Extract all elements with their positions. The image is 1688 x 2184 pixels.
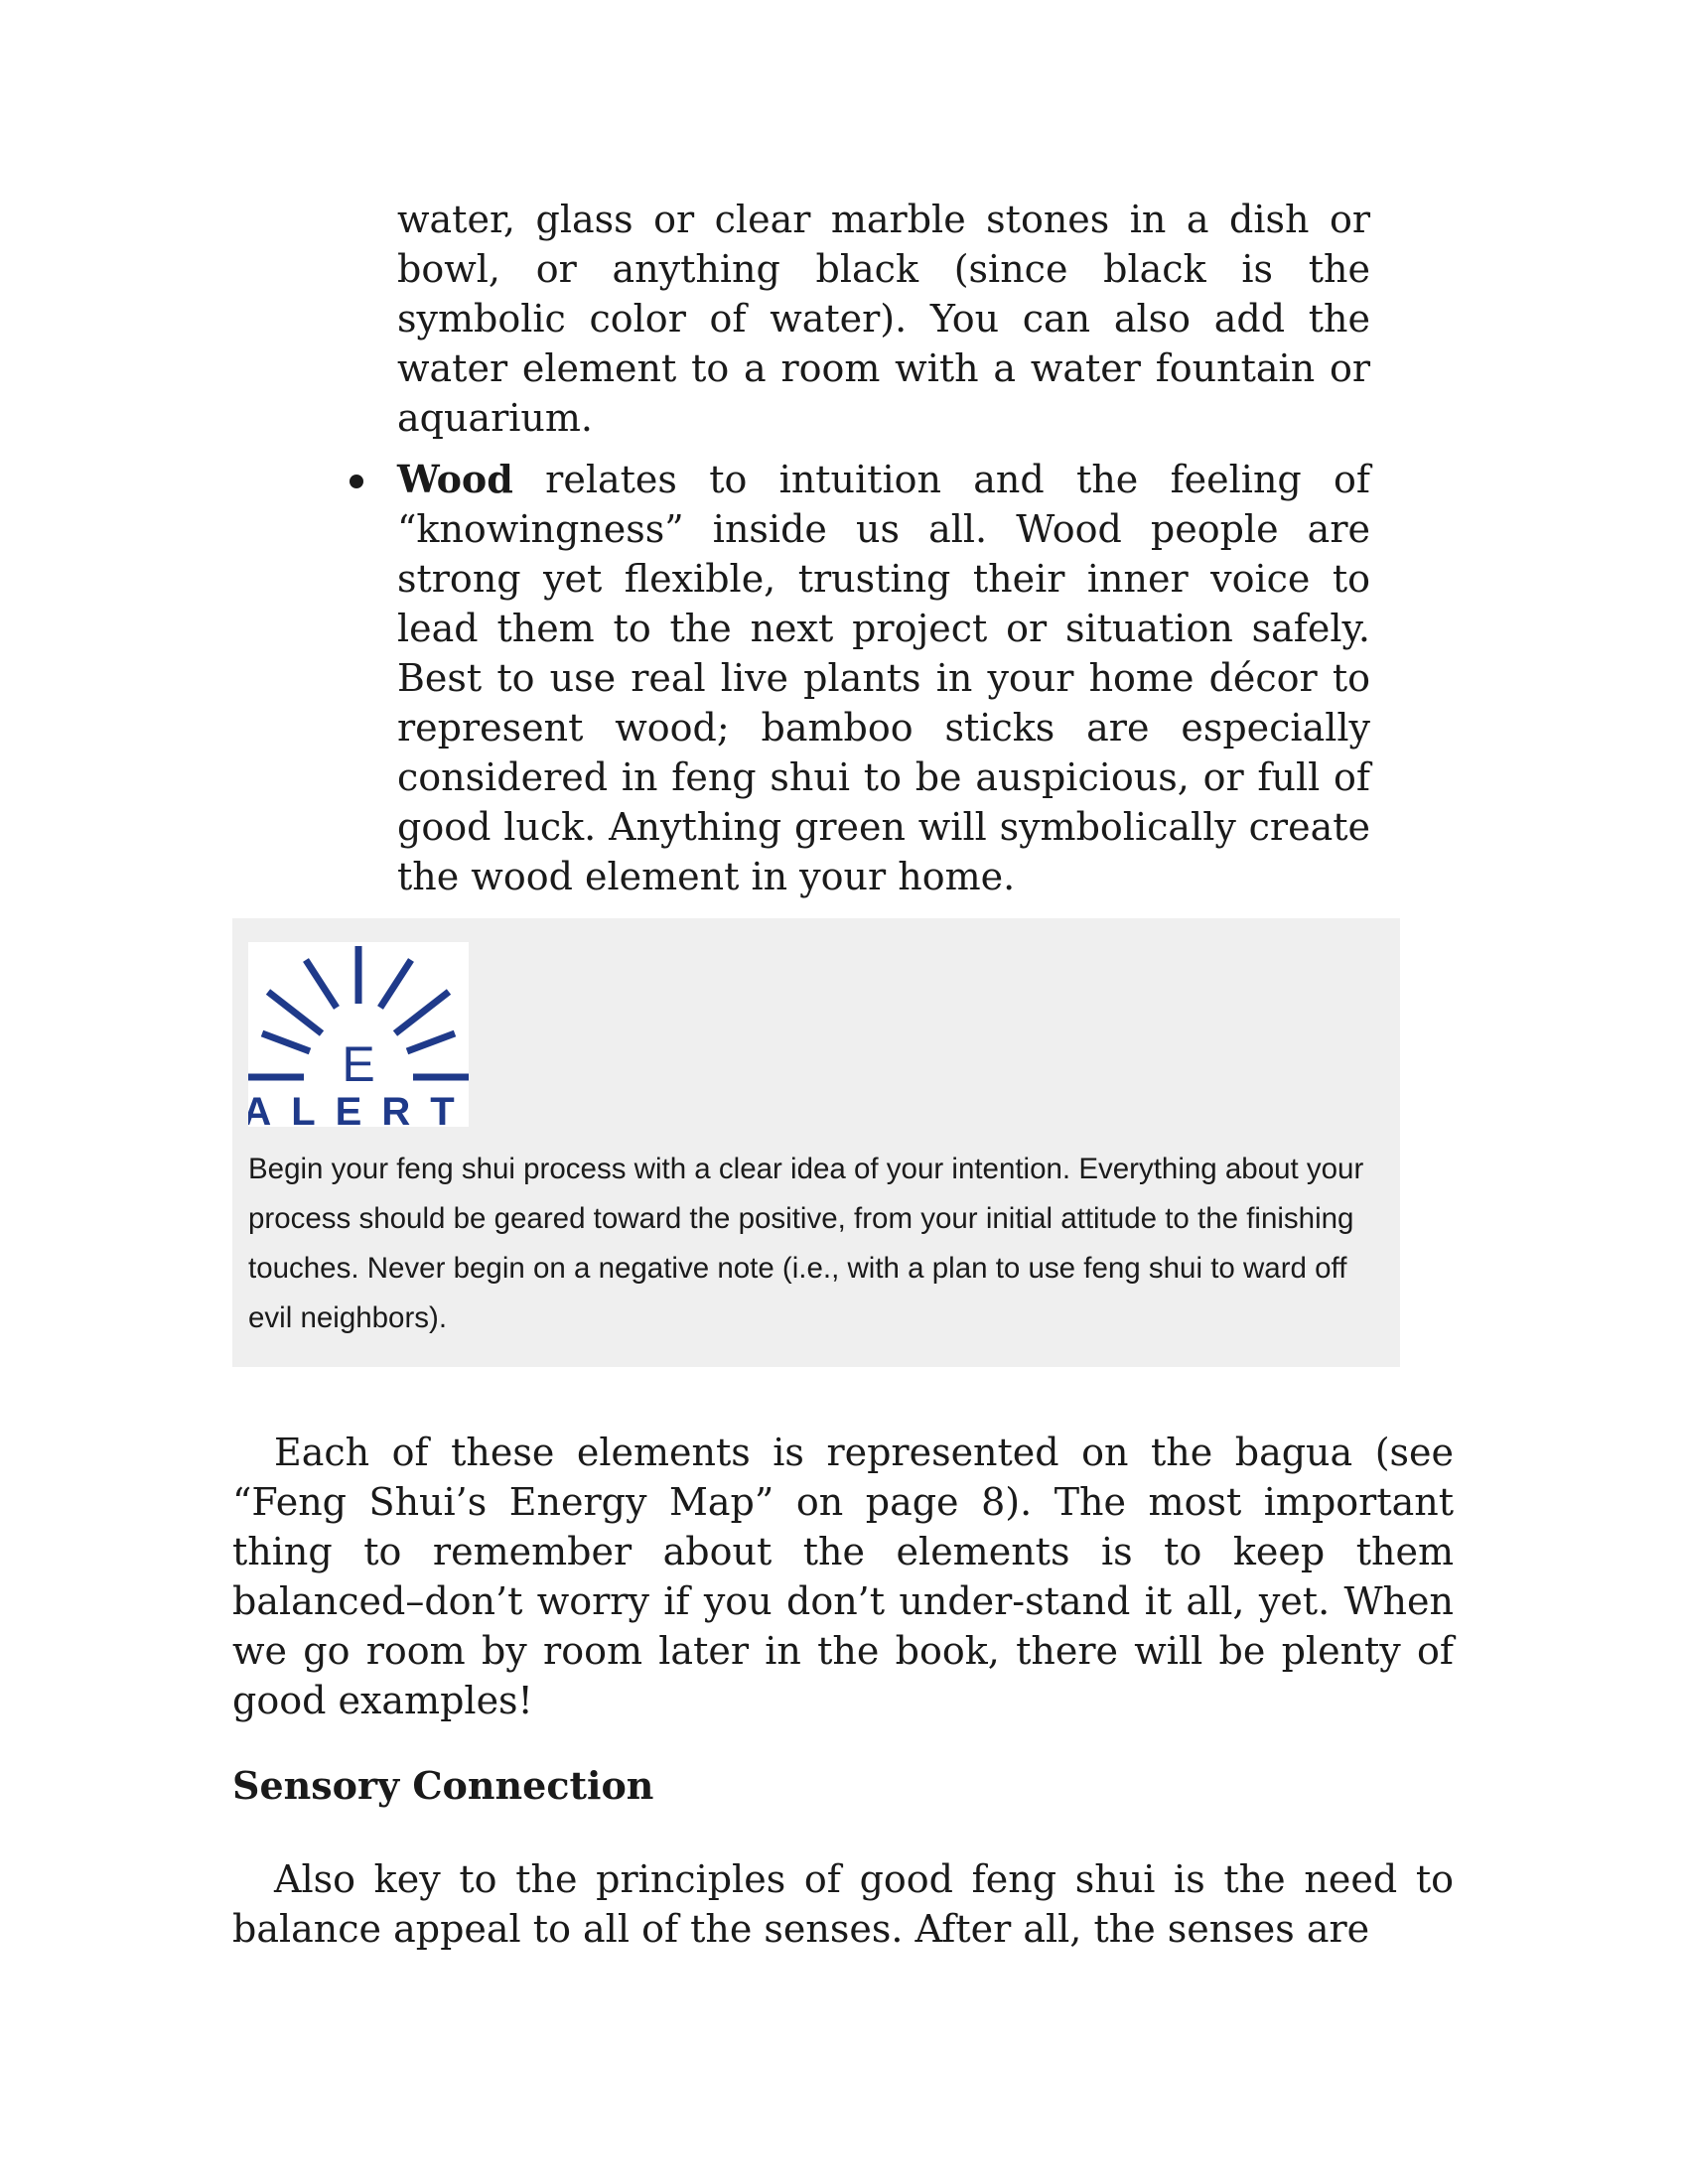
elements-paragraph-block <box>232 1428 1454 1725</box>
sensory-paragraph: Also key to the principles of good feng shui is the need to balance appeal to all of the senses. After all, the senses are <box>232 1857 1454 1951</box>
water-bullet-continuation: water, glass or clear marble stones in a dish or bowl, or anything black (since black is the symbolic color of water). You can also add the water element to a room with a water fountain or aquarium. <box>397 198 1370 440</box>
sensory-paragraph-block <box>232 1854 1454 1954</box>
e-alert-logo-icon <box>248 942 469 1127</box>
wood-bullet-item <box>397 455 1370 901</box>
alert-logo-letter: E <box>342 1036 375 1092</box>
alert-logo-graphic <box>248 942 469 1127</box>
wood-bullet-label: Wood <box>397 457 513 501</box>
alert-text: Begin your feng shui process with a clear idea of your intention. Everything about your process should be geared toward the positive, from your initial attitude to the finishing touches. Never begin on a negative note (i.e., with a plan to use feng shui to ward off evil neighbors). <box>248 1153 1364 1334</box>
section-heading: Sensory Connection <box>232 1763 654 1808</box>
wood-bullet-text: relates to intuition and the feeling of “knowingness” inside us all. Wood people are strong yet flexible, trusting their inner voice to lead them to the next project or situation safely. Best to use real live plants in your home décor to represent wood; bamboo sticks are especially considered in feng shui to be auspicious, or full of good luck. Anything green will symbolically create the wood element in your home. <box>397 458 1370 898</box>
alert-logo-word: ALERT <box>248 1090 469 1127</box>
wood-bullet-paragraph <box>397 455 1370 901</box>
bullet-icon <box>350 475 363 488</box>
element-bullet-list <box>397 195 1370 901</box>
elements-paragraph: Each of these elements is represented on the bagua (see “Feng Shui’s Energy Map” on page 8). The most important thing to remember about the elements is to keep them balanced–don’t worry if you don’t under-stand it all, yet. When we go room by room later in the book, there will be plenty of good examples! <box>232 1431 1454 1722</box>
alert-callout <box>232 918 1400 1367</box>
